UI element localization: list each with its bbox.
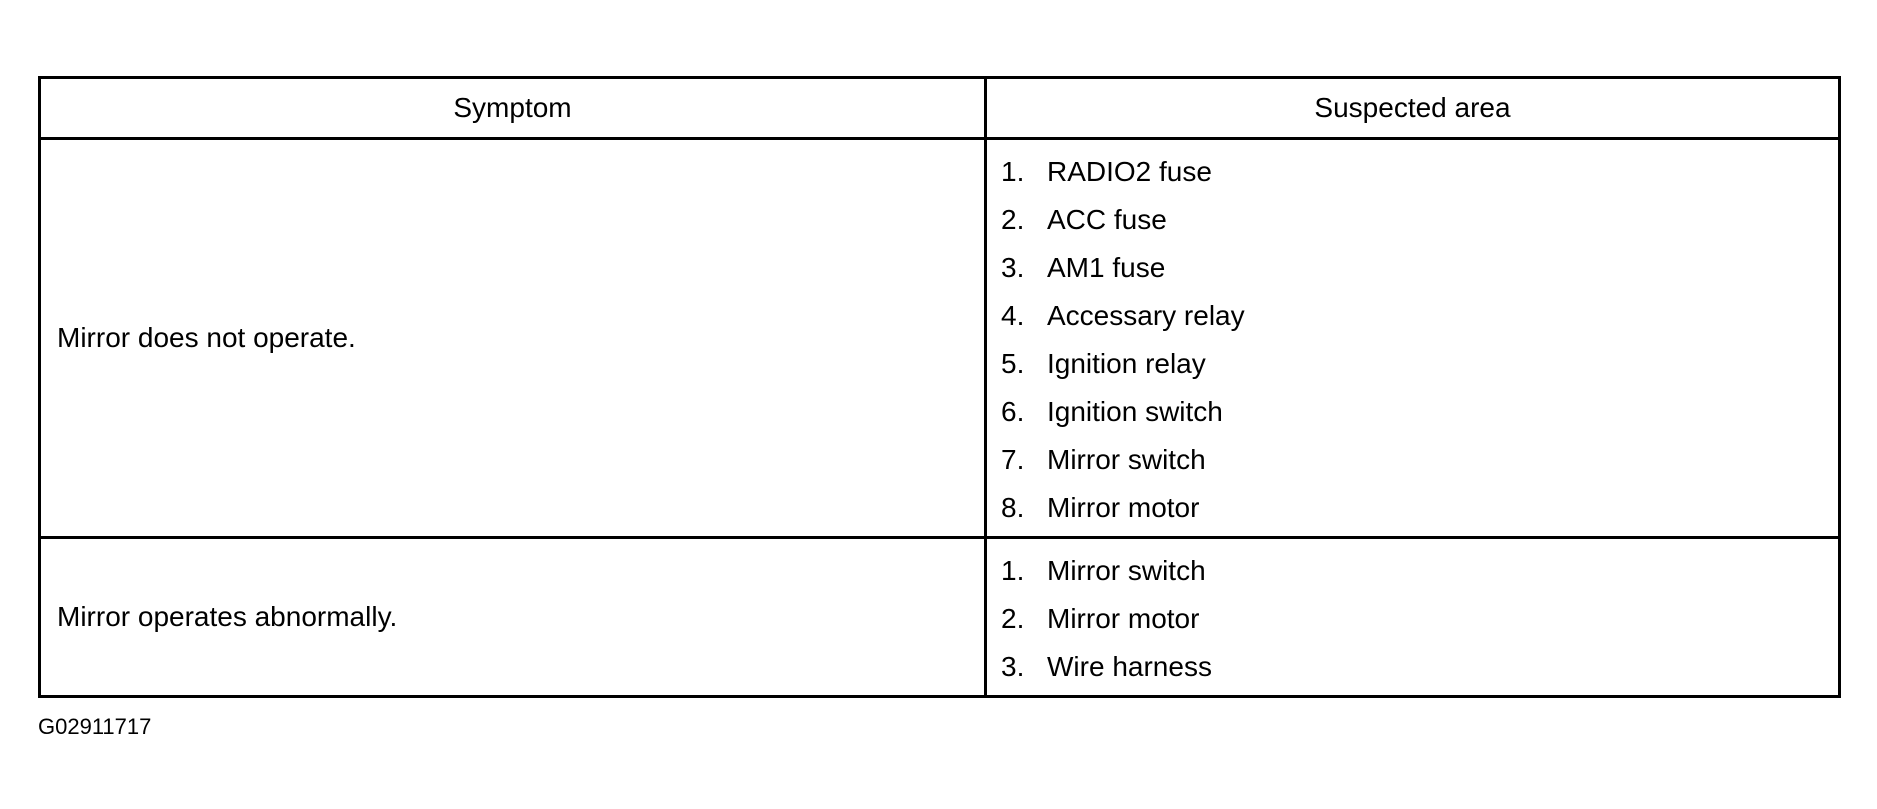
item-text: Mirror motor: [1047, 492, 1200, 523]
list-item: [1001, 292, 1838, 340]
item-text: Mirror switch: [1047, 444, 1206, 475]
suspected-area-list: [1001, 148, 1838, 532]
item-number: 3.: [1001, 252, 1025, 283]
item-number: 5.: [1001, 348, 1025, 379]
list-item: [1001, 388, 1838, 436]
item-text: Mirror switch: [1047, 555, 1206, 586]
list-item: [1001, 484, 1838, 532]
item-number: 2.: [1001, 204, 1025, 235]
list-item: [1001, 595, 1838, 643]
list-item: [1001, 244, 1838, 292]
table-header-row: [40, 78, 1840, 139]
table-row: [40, 139, 1840, 538]
item-text: ACC fuse: [1047, 204, 1167, 235]
suspected-area-cell: [986, 139, 1840, 538]
list-item: [1001, 196, 1838, 244]
symptom-cell: Mirror operates abnormally.: [40, 538, 986, 697]
table-row: [40, 538, 1840, 697]
list-item: [1001, 547, 1838, 595]
item-text: Accessary relay: [1047, 300, 1245, 331]
item-number: 3.: [1001, 651, 1025, 682]
item-text: Ignition switch: [1047, 396, 1223, 427]
suspected-area-cell: [986, 538, 1840, 697]
item-number: 6.: [1001, 396, 1025, 427]
item-number: 8.: [1001, 492, 1025, 523]
item-number: 1.: [1001, 156, 1025, 187]
item-number: 4.: [1001, 300, 1025, 331]
item-number: 7.: [1001, 444, 1025, 475]
suspected-area-header: Suspected area: [986, 78, 1840, 139]
list-item: [1001, 643, 1838, 691]
list-item: [1001, 340, 1838, 388]
item-text: AM1 fuse: [1047, 252, 1166, 283]
item-text: Mirror motor: [1047, 603, 1200, 634]
list-item: [1001, 436, 1838, 484]
item-text: Ignition relay: [1047, 348, 1206, 379]
figure-id: G02911717: [38, 714, 152, 739]
suspected-area-list: [1001, 547, 1838, 691]
symptom-cell: Mirror does not operate.: [40, 139, 986, 538]
symptom-table: [38, 76, 1841, 698]
item-number: 2.: [1001, 603, 1025, 634]
item-number: 1.: [1001, 555, 1025, 586]
item-text: Wire harness: [1047, 651, 1212, 682]
list-item: [1001, 148, 1838, 196]
item-text: RADIO2 fuse: [1047, 156, 1212, 187]
symptom-header: Symptom: [40, 78, 986, 139]
